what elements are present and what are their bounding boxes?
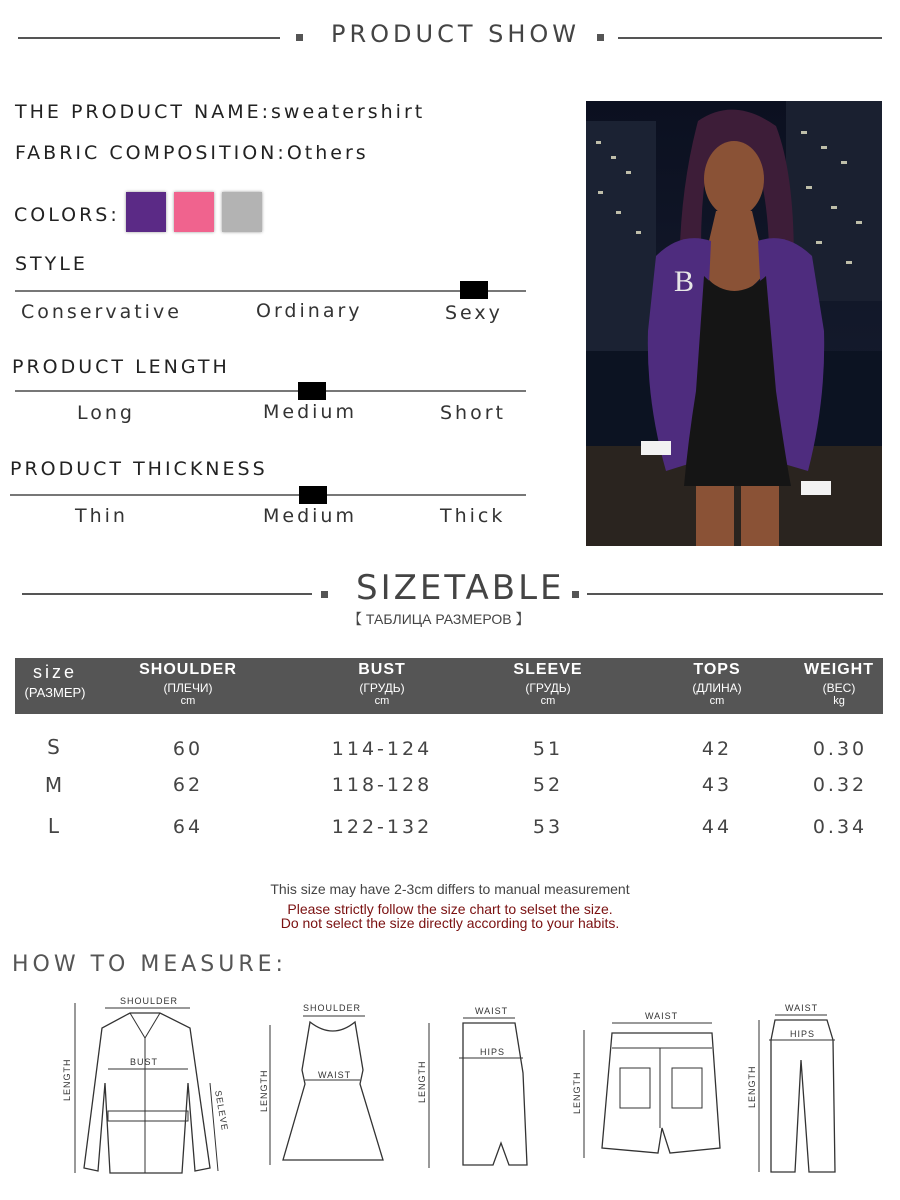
sizetable-title: SIZETABLE bbox=[356, 568, 565, 608]
fabric-row bbox=[15, 142, 369, 164]
cell-sleeve: 53 bbox=[532, 816, 564, 838]
jacket-diagram bbox=[60, 993, 230, 1183]
note-habits: Do not select the size directly according to your habits. bbox=[280, 915, 620, 931]
dress-diagram bbox=[255, 1000, 395, 1175]
fabric-value: Others bbox=[286, 142, 369, 164]
pants-diagram bbox=[745, 1000, 845, 1180]
waist-label: WAIST bbox=[475, 1006, 509, 1016]
col-bust: BUST (ГРУДЬ) cm bbox=[358, 661, 406, 707]
waist-label: WAIST bbox=[785, 1003, 819, 1013]
svg-text:B: B bbox=[674, 265, 695, 298]
cell-size: M bbox=[44, 773, 66, 797]
style-marker bbox=[460, 281, 488, 299]
style-scale-line bbox=[15, 290, 526, 292]
col-sleeve: SLEEVE (ГРУДЬ) cm bbox=[513, 661, 583, 707]
cell-sleeve: 51 bbox=[532, 738, 564, 760]
thickness-option-thick: Thick bbox=[440, 505, 506, 527]
color-swatch-pink[interactable] bbox=[174, 192, 214, 232]
product-photo bbox=[586, 101, 882, 546]
length-label: LENGTH bbox=[417, 1060, 427, 1103]
color-swatch-purple[interactable] bbox=[126, 192, 166, 232]
cell-tops: 42 bbox=[701, 738, 733, 760]
product-name-row bbox=[15, 101, 425, 123]
length-label: LENGTH bbox=[259, 1069, 269, 1112]
header-dot-left bbox=[296, 34, 303, 41]
cell-tops: 43 bbox=[701, 774, 733, 796]
length-label: LENGTH bbox=[572, 1071, 582, 1114]
length-label: LENGTH bbox=[747, 1065, 757, 1108]
header-dot-right bbox=[597, 34, 604, 41]
cell-weight: 0.30 bbox=[812, 738, 868, 760]
cell-shoulder: 62 bbox=[172, 774, 204, 796]
sizetable-rule-right bbox=[587, 593, 883, 595]
cell-weight: 0.34 bbox=[812, 816, 868, 838]
sizetable-dot-right bbox=[572, 591, 579, 598]
col-shoulder: SHOULDER (ПЛЕЧИ) cm bbox=[139, 661, 237, 707]
cell-tops: 44 bbox=[701, 816, 733, 838]
colors-label: COLORS: bbox=[14, 204, 120, 226]
length-option-long: Long bbox=[77, 402, 135, 424]
cell-shoulder: 64 bbox=[172, 816, 204, 838]
thickness-option-thin: Thin bbox=[75, 505, 128, 527]
style-option-ordinary: Ordinary bbox=[256, 300, 363, 322]
style-option-conservative: Conservative bbox=[21, 301, 182, 323]
col-tops: TOPS (ДЛИНА) cm bbox=[692, 661, 742, 707]
sizetable-rule-left bbox=[22, 593, 312, 595]
cell-weight: 0.32 bbox=[812, 774, 868, 796]
note-measurement: This size may have 2-3cm differs to manual measurement bbox=[270, 881, 630, 897]
thickness-title: PRODUCT THICKNESS bbox=[10, 458, 268, 480]
shoulder-label: SHOULDER bbox=[120, 996, 179, 1006]
shoulder-label: SHOULDER bbox=[303, 1003, 362, 1013]
length-option-short: Short bbox=[440, 402, 506, 424]
thickness-scale-line bbox=[10, 494, 526, 496]
note-follow-chart: Please strictly follow the size chart to selset the size. bbox=[287, 901, 613, 917]
header-rule-left bbox=[18, 37, 280, 39]
product-name-value: sweatershirt bbox=[271, 101, 426, 123]
cell-shoulder: 60 bbox=[172, 738, 204, 760]
col-weight: WEIGHT (ВЕС) kg bbox=[804, 661, 874, 707]
col-size: size (РАЗМЕР) bbox=[24, 662, 86, 700]
hips-label: HIPS bbox=[790, 1029, 816, 1039]
length-scale-line bbox=[15, 390, 526, 392]
cell-size: L bbox=[47, 814, 63, 838]
length-label: LENGTH bbox=[62, 1058, 72, 1101]
product-name-label: THE PRODUCT NAME: bbox=[15, 101, 272, 123]
hips-label: HIPS bbox=[480, 1047, 506, 1057]
product-show-title: PRODUCT SHOW bbox=[331, 20, 581, 48]
length-title: PRODUCT LENGTH bbox=[12, 356, 230, 378]
sizetable-subtitle: 【 ТАБЛИЦА РАЗМЕРОВ 】 bbox=[348, 611, 530, 627]
cell-sleeve: 52 bbox=[532, 774, 564, 796]
header-rule-right bbox=[618, 37, 882, 39]
thickness-marker bbox=[299, 486, 327, 504]
bust-label: BUST bbox=[130, 1057, 159, 1067]
style-option-sexy: Sexy bbox=[445, 302, 503, 324]
shorts-diagram bbox=[570, 1008, 735, 1168]
selve-label: SELEVE bbox=[213, 1089, 230, 1132]
length-marker bbox=[298, 382, 326, 400]
thickness-option-medium: Medium bbox=[263, 505, 357, 527]
waist-label: WAIST bbox=[318, 1070, 352, 1080]
cell-bust: 114-124 bbox=[331, 738, 433, 760]
fabric-label: FABRIC COMPOSITION: bbox=[15, 142, 287, 164]
sizetable-dot-left bbox=[321, 591, 328, 598]
waist-label: WAIST bbox=[645, 1011, 679, 1021]
length-option-medium: Medium bbox=[263, 401, 357, 423]
cell-bust: 118-128 bbox=[331, 774, 433, 796]
cell-bust: 122-132 bbox=[331, 816, 433, 838]
style-title: STYLE bbox=[15, 253, 88, 275]
how-to-measure-title: HOW TO MEASURE: bbox=[12, 952, 287, 977]
skirt-diagram bbox=[415, 1003, 535, 1173]
cell-size: S bbox=[47, 735, 63, 759]
color-swatch-gray[interactable] bbox=[222, 192, 262, 232]
